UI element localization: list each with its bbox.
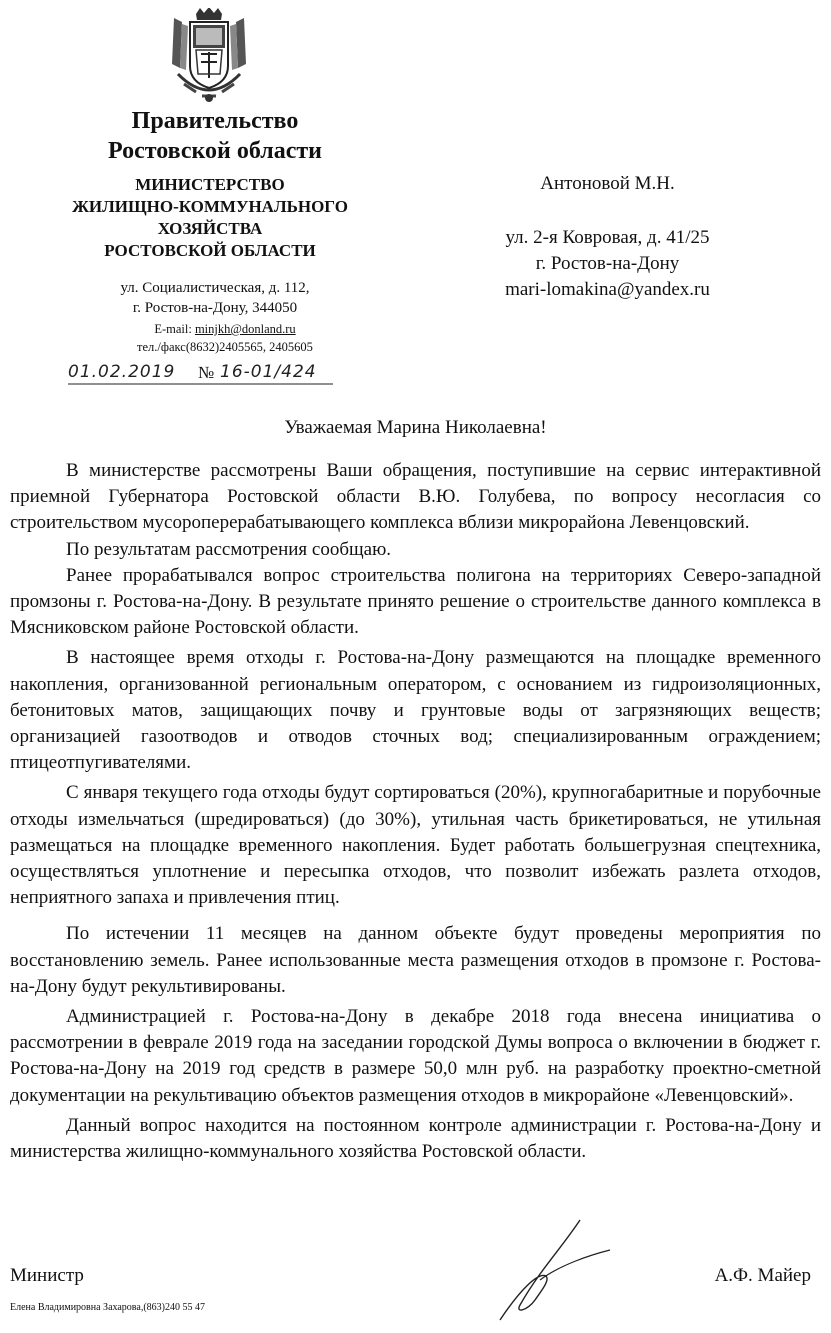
paragraph-5: С января текущего года отходы будут сортироваться (20%), крупногабаритные и порубочные отходы измельчаться (шредироваться) (до 30%), утильная часть брикетироваться, не утильная размещаться на площадке временного накопления. Будет работать большегрузная спецтехника, осуществляться уплотнение и пересыпка отходов, что позволит избежать разлета отходов, неприятного запаха и привлечения птиц. (10, 782, 821, 909)
signatory-name: А.Ф. Майер (714, 1265, 811, 1286)
registration-number-sign: № (198, 363, 215, 382)
registration-number: 16-01/424 (220, 362, 317, 382)
paragraph-7: Администрацией г. Ростова-на-Дону в декабре 2018 года внесена инициатива о рассмотрении в феврале 2019 года на заседании городской Думы вопроса о включении в бюджет г. Ростова-на-Дону на 2019 год средств в размере 50,0 млн руб. на разработку проектно-сметной документации на рекультивацию объектов размещения отходов в микрорайоне «Левенцовский». (10, 1006, 821, 1106)
recipient-street: ул. 2-я Ковровая, д. 41/25 (505, 227, 710, 248)
paragraph-1: В министерстве рассмотрены Ваши обращения, поступившие на сервис интерактивной приемной Губернатора Ростовской области В.Ю. Голубева, по вопросу несогласия со строительством мусороперерабатывающего комплекса вблизи микрорайона Левенцовский. (10, 460, 821, 534)
executor-contact: Елена Владимировна Захарова,(863)240 55 47 (10, 1302, 205, 1313)
paragraph-6: По истечении 11 месяцев на данном объекте будут проведены мероприятия по восстановлению земель. Ранее использованные места размещения отходов в промзоне г. Ростова-на-Дону будут рекультивированы. (10, 923, 821, 997)
paragraph-8: Данный вопрос находится на постоянном контроле администрации г. Ростова-на-Дону и министерства жилищно-коммунального хозяйства Ростовской области. (10, 1114, 821, 1163)
coat-of-arms-emblem (166, 8, 252, 106)
paragraph-3: Ранее прорабатывался вопрос строительства полигона на территориях Северо-западной промзоны г. Ростова-на-Дону. В результате принято решение о строительстве данного комплекса в Мясниковском районе Ростовской области. (10, 564, 821, 639)
ministry-title-line4: РОСТОВСКОЙ ОБЛАСТИ (104, 241, 316, 260)
greeting: Уважаемая Марина Николаевна! (284, 417, 547, 438)
ministry-email (40, 320, 410, 338)
registration-date: 01.02.2019 (68, 362, 176, 382)
ministry-title-line1: МИНИСТЕРСТВО (135, 175, 285, 194)
paragraph-2: По результатам рассмотрения сообщаю. (66, 538, 392, 560)
paragraph-4: В настоящее время отходы г. Ростова-на-Дону размещаются на площадке временного накопления, организованной региональным оператором, с основанием из гидроизоляционных, бетонитовых матов, защищающих почву и грунтовые воды от загрязняющих веществ; организацией газоотводов и отводов сточных вод; специализированным ограждением; птицеотпугивателями. (10, 647, 821, 774)
recipient-city: г. Ростов-на-Дону (535, 253, 680, 274)
government-title-line2: Ростовской области (108, 138, 322, 164)
letter-body (10, 458, 821, 1165)
handwritten-signature (480, 1210, 620, 1330)
recipient-name: Антоновой М.Н. (540, 173, 675, 194)
signatory-position: Министр (10, 1265, 84, 1286)
ministry-email-label: E-mail: (154, 322, 192, 336)
ministry-email-value: minjkh@donland.ru (194, 322, 296, 336)
ministry-title-line3: ХОЗЯЙСТВА (157, 219, 263, 238)
ministry-title-line2: ЖИЛИЩНО-КОММУНАЛЬНОГО (72, 197, 348, 216)
ministry-address-city: г. Ростов-на-Дону, 344050 (132, 300, 298, 316)
ministry-phone: тел./факс(8632)2405565, 2405605 (137, 340, 313, 354)
government-title-line1: Правительство (131, 108, 299, 134)
ministry-address-street: ул. Социалистическая, д. 112, (120, 280, 310, 296)
registration-line (68, 364, 333, 386)
recipient-email: mari-lomakina@yandex.ru (505, 279, 710, 300)
